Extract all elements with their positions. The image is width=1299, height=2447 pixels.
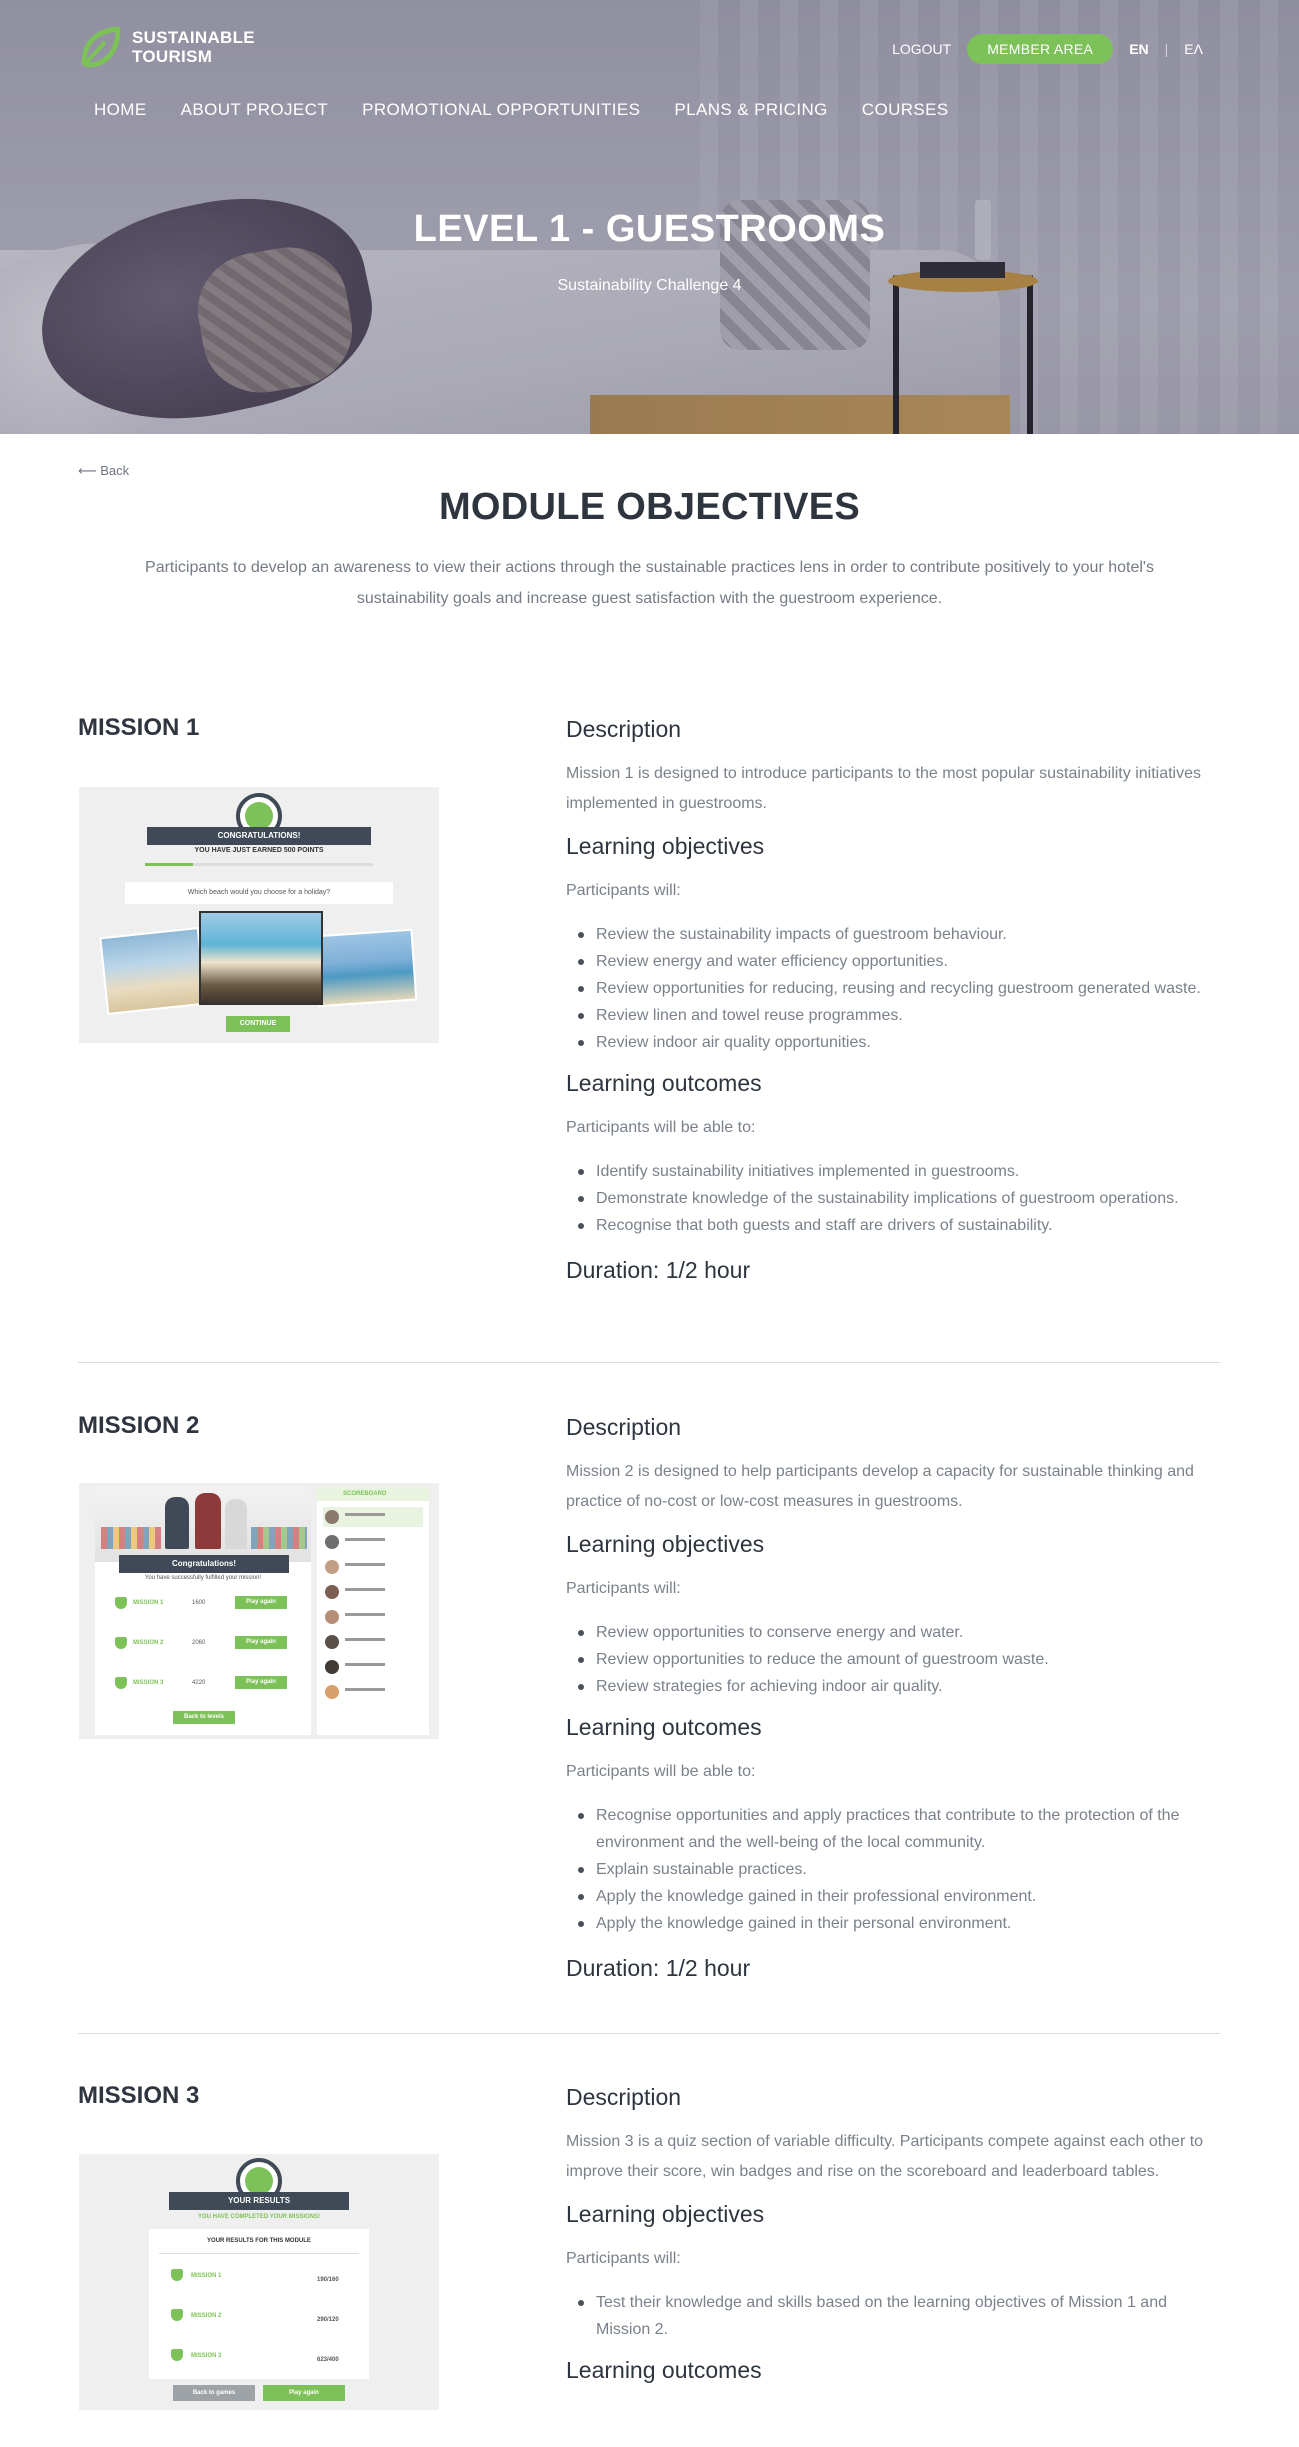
member-area-button[interactable]: MEMBER AREA	[967, 34, 1113, 64]
completed-text: YOU HAVE COMPLETED YOUR MISSIONS!	[197, 2214, 321, 2220]
logo-line-2: TOURISM	[132, 47, 213, 66]
nav-home[interactable]: HOME	[94, 100, 147, 119]
description-heading: Description	[566, 2084, 682, 2110]
mission-1-section	[78, 714, 1220, 1334]
results-ribbon: YOUR RESULTS	[169, 2192, 349, 2210]
beach-photo-right	[313, 929, 418, 1008]
results-table: YOUR RESULTS FOR THIS MODULE MISSION 1 190/160 MISSION 2 290/120 MISSION 3 623/400	[149, 2229, 369, 2379]
outcomes-intro: Participants will be able to:	[566, 1763, 756, 1780]
objectives-intro: Participants will:	[566, 2250, 681, 2267]
list-item: Demonstrate knowledge of the sustainability implications of guestroom operations.	[566, 1185, 1220, 1212]
back-link[interactable]: ⟵ Back	[78, 463, 130, 478]
nav-about-project[interactable]: ABOUT PROJECT	[180, 100, 329, 119]
mission-title: MISSION 1	[78, 714, 200, 741]
logo-line-1: SUSTAINABLE	[132, 28, 255, 47]
shield-icon	[115, 1677, 127, 1689]
lang-en[interactable]: EN	[1129, 41, 1149, 57]
congrats-ribbon: CONGRATULATIONS!	[147, 827, 371, 845]
list-item: Review the sustainability impacts of guestroom behaviour.	[566, 921, 1220, 948]
mission-2-content	[566, 1412, 1220, 1983]
nav-plans-pricing[interactable]: PLANS & PRICING	[674, 100, 828, 119]
mission-1-content	[566, 714, 1220, 1285]
back-to-levels-button: Back to levels	[173, 1711, 235, 1724]
mission-2-screenshot: Congratulations! You have successfully fulfilled your mission! MISSION 1 1600 Play again MISSION 2 2060 Play again MISSION 3 4220 Play again Back to levels SCOREBOARD	[79, 1483, 439, 1739]
list-item: Explain sustainable practices.	[566, 1856, 1220, 1883]
progress-track	[145, 863, 373, 866]
top-bar	[892, 34, 1203, 64]
shield-icon	[171, 2349, 183, 2361]
list-item: Apply the knowledge gained in their personal environment.	[566, 1910, 1220, 1937]
logout-link[interactable]: LOGOUT	[892, 41, 952, 57]
description-heading: Description	[566, 716, 682, 742]
mission-2-section	[78, 1412, 1220, 2032]
outcomes-list	[566, 1802, 1220, 1937]
module-objectives-text: Participants to develop an awareness to view their actions through the sustainable practices lens in order to contribute positively to your hotel's sustainability goals and increase guest satisfaction with the guestroom experience.	[145, 559, 1154, 607]
list-item: Review opportunities for reducing, reusing and recycling guestroom generated waste.	[566, 975, 1220, 1002]
objectives-list	[566, 1619, 1220, 1700]
continue-button: CONTINUE	[226, 1016, 290, 1032]
shield-icon	[171, 2309, 183, 2321]
lang-separator: |	[1164, 41, 1169, 57]
shield-icon	[115, 1597, 127, 1609]
mission-title: MISSION 2	[78, 1412, 200, 1439]
section-divider	[78, 1362, 1220, 1363]
list-item: Recognise opportunities and apply practices that contribute to the protection of the environment and the well-being of the local community.	[566, 1802, 1220, 1856]
description-heading: Description	[566, 1414, 682, 1440]
module-objectives-title: MODULE OBJECTIVES	[438, 486, 861, 528]
outcomes-intro: Participants will be able to:	[566, 1119, 756, 1136]
site-logo[interactable]	[78, 25, 255, 69]
list-item: Review opportunities to conserve energy and water.	[566, 1619, 1220, 1646]
mission-1-screenshot	[79, 787, 439, 1043]
question-box: Which beach would you choose for a holiday?	[125, 882, 393, 904]
lang-el[interactable]: ΕΛ	[1184, 41, 1203, 57]
list-item: Recognise that both guests and staff are drivers of sustainability.	[566, 1212, 1220, 1239]
list-item: Apply the knowledge gained in their professional environment.	[566, 1883, 1220, 1910]
leaf-icon	[78, 25, 122, 69]
description-text: Mission 3 is a quiz section of variable difficulty. Participants compete against each other to improve their score, win badges and rise on the scoreboard and leaderboard tables.	[566, 2133, 1204, 2180]
congrats-ribbon: Congratulations!	[119, 1555, 289, 1573]
mission-3-section	[78, 2082, 1220, 2447]
duration: Duration: 1/2 hour	[566, 1257, 751, 1283]
objectives-heading: Learning objectives	[566, 2201, 765, 2227]
objectives-heading: Learning objectives	[566, 1531, 765, 1557]
hero-banner	[0, 0, 1299, 434]
mission-title: MISSION 3	[78, 2082, 200, 2109]
description-text: Mission 1 is designed to introduce participants to the most popular sustainability initiatives implemented in guestrooms.	[566, 765, 1201, 812]
main-nav	[94, 100, 949, 120]
nav-promotional-opportunities[interactable]: PROMOTIONAL OPPORTUNITIES	[362, 100, 641, 119]
objectives-list	[566, 2289, 1220, 2343]
mission-3-content	[566, 2082, 1220, 2385]
outcomes-heading: Learning outcomes	[566, 1714, 762, 1740]
shield-icon	[171, 2269, 183, 2281]
back-to-games-button: Back to games	[173, 2385, 255, 2401]
list-item: Test their knowledge and skills based on the learning objectives of Mission 1 and Mission 2.	[566, 2289, 1220, 2343]
duration: Duration: 1/2 hour	[566, 1955, 751, 1981]
beach-photo-left	[99, 927, 207, 1015]
outcomes-heading: Learning outcomes	[566, 2357, 762, 2383]
logo-text	[132, 28, 255, 66]
list-item: Review indoor air quality opportunities.	[566, 1029, 1220, 1056]
hero-subtitle: Sustainability Challenge 4	[557, 277, 742, 294]
list-item: Identify sustainability initiatives implemented in guestrooms.	[566, 1158, 1220, 1185]
outcomes-heading: Learning outcomes	[566, 1070, 762, 1096]
objectives-heading: Learning objectives	[566, 833, 765, 859]
hero-title: LEVEL 1 - GUESTROOMS	[413, 208, 886, 250]
subtitle-text: You have successfully fulfilled your mission!	[144, 1575, 262, 1581]
list-item: Review opportunities to reduce the amount of guestroom waste.	[566, 1646, 1220, 1673]
outcomes-list	[566, 1158, 1220, 1239]
list-item: Review linen and towel reuse programmes.	[566, 1002, 1220, 1029]
points-text: YOU HAVE JUST EARNED 500 POINTS	[194, 847, 324, 854]
staff-illustration	[95, 1487, 311, 1562]
scoreboard-panel: SCOREBOARD	[317, 1487, 429, 1735]
nav-courses[interactable]: COURSES	[861, 100, 949, 119]
play-again-button: Play again	[263, 2385, 345, 2401]
objectives-intro: Participants will:	[566, 882, 681, 899]
mission-3-screenshot	[79, 2154, 439, 2410]
list-item: Review strategies for achieving indoor air quality.	[566, 1673, 1220, 1700]
objectives-intro: Participants will:	[566, 1580, 681, 1597]
description-text: Mission 2 is designed to help participants develop a capacity for sustainable thinking and practice of no-cost or low-cost measures in guestrooms.	[566, 1463, 1194, 1510]
objectives-list	[566, 921, 1220, 1056]
list-item: Review energy and water efficiency opportunities.	[566, 948, 1220, 975]
shield-icon	[115, 1637, 127, 1649]
section-divider	[78, 2033, 1220, 2034]
beach-photo-selected	[199, 911, 323, 1005]
progress-fill	[145, 863, 193, 866]
